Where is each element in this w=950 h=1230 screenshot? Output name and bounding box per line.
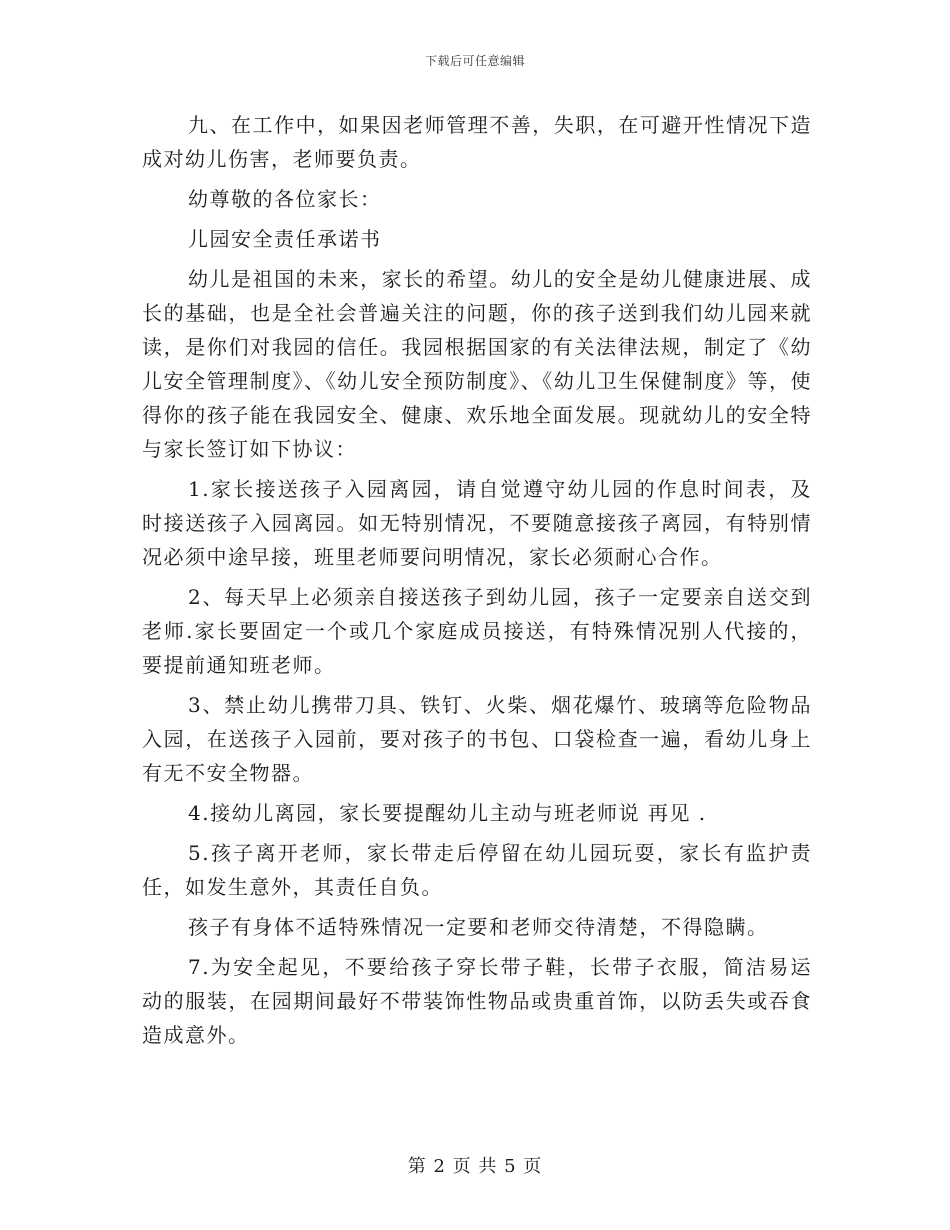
agreement-item-3: 3、禁止幼儿携带刀具、铁钉、火柴、烟花爆竹、玻璃等危险物品入园，在送孩子入园前，要对孩子的书包、口袋检查一遍，看幼儿身上有无不安全物器。 (142, 693, 812, 785)
agreement-item-1: 1.家长接送孩子入园离园，请自觉遵守幼儿园的作息时间表，及时接送孩子入园离园。如无特别情况，不要随意接孩子离园，有特别情况必须中途早接，班里老师要问明情况，家长必须耐心合作。 (142, 477, 812, 569)
salutation: 幼尊敬的各位家长： (188, 187, 382, 211)
agreement-item-4: 4.接幼儿离园，家长要提醒幼儿主动与班老师说 再见 . (188, 801, 707, 825)
agreement-item-5: 5.孩子离开老师，家长带走后停留在幼儿园玩耍，家长有监护责任，如发生意外，其责任自负。 (142, 841, 812, 899)
document-title: 儿园安全责任承诺书 (188, 227, 382, 251)
page-header: 下载后可任意编辑 (424, 54, 525, 68)
paragraph-item-9: 九、在工作中，如果因老师管理不善，失职，在可避开性情况下造成对幼儿伤害，老师要负责。 (142, 113, 812, 171)
agreement-item-2: 2、每天早上必须亲自接送孩子到幼儿园，孩子一定要亲自送交到老师.家长要固定一个或几个家庭成员接送，有特殊情况别人代接的，要提前通知班老师。 (142, 585, 812, 677)
document-body (142, 108, 812, 1058)
agreement-item-6: 孩子有身体不适特殊情况一定要和老师交待清楚，不得隐瞒。 (188, 915, 769, 939)
intro-paragraph: 幼儿是祖国的未来，家长的希望。幼儿的安全是幼儿健康进展、成长的基础，也是全社会普遍关注的问题，你的孩子送到我们幼儿园来就读，是你们对我园的信任。我园根据国家的有关法律法规，制定了《幼儿安全管理制度》、《幼儿安全预防制度》、《幼儿卫生保健制度》等，使得你的孩子能在我园安全、健康、欢乐地全面发展。现就幼儿的安全特与家长签订如下协议： (142, 267, 812, 461)
agreement-item-7: 7.为安全起见，不要给孩子穿长带子鞋，长带子衣服，简洁易运动的服装，在园期间最好不带装饰性物品或贵重首饰，以防丢失或吞食造成意外。 (142, 955, 812, 1047)
page-number: 第 2 页 共 5 页 (407, 1156, 543, 1177)
